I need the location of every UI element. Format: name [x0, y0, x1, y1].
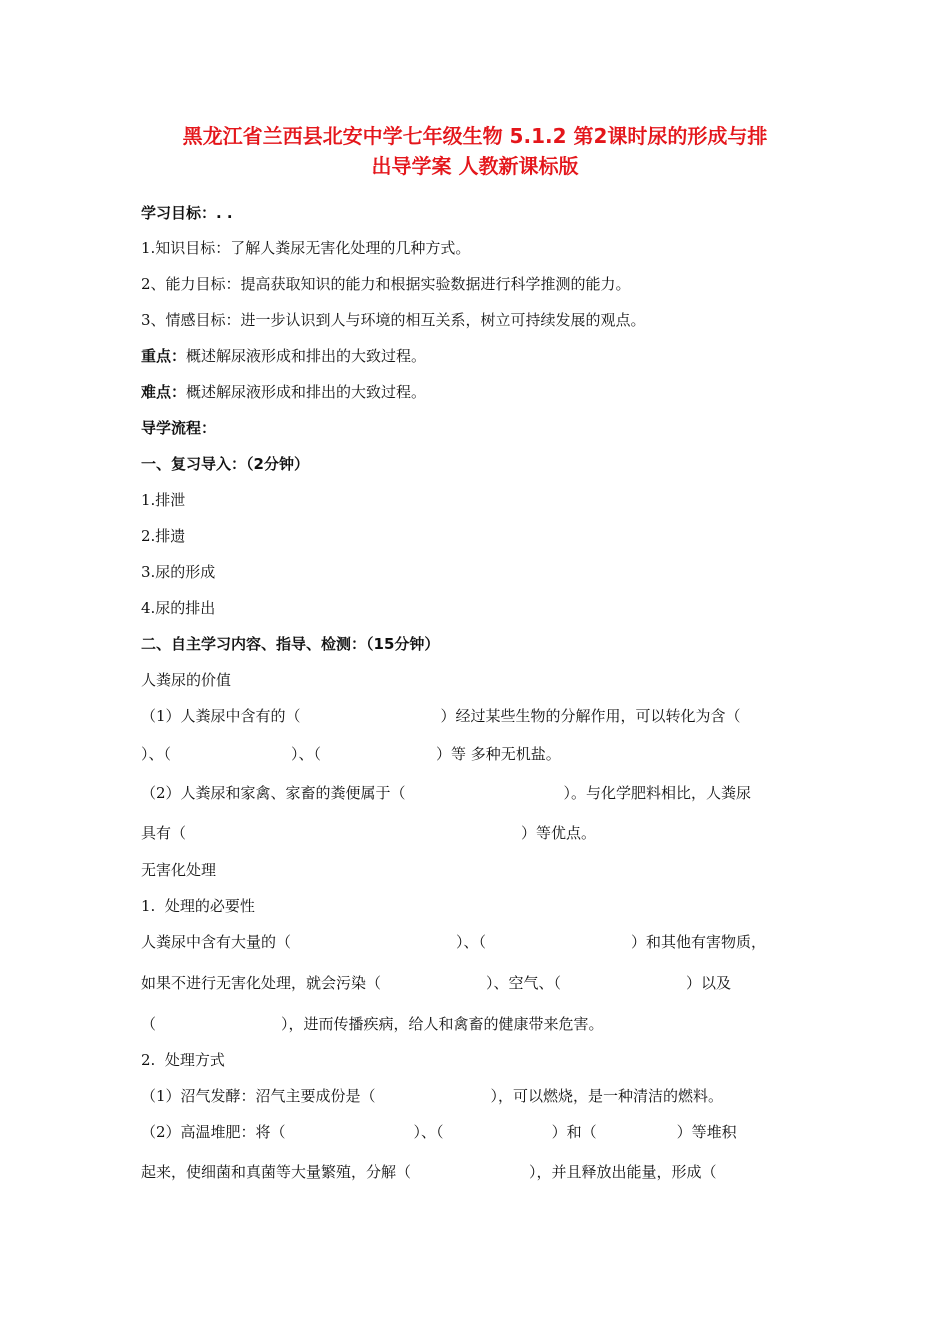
key-point-text: 概述解尿液形成和排出的大致过程。 — [186, 347, 427, 365]
m1-text-a: （1）沼气发酵：沼气主要成份是（ — [141, 1087, 376, 1105]
n-text-a: 人粪尿中含有大量的（ — [141, 933, 292, 951]
question-1-line-1 — [141, 705, 741, 727]
objectives-heading: 学习目标：. . — [141, 204, 233, 222]
n-text-d: 如果不进行无害化处理，就会污染（ — [141, 974, 382, 992]
question-2-line-2 — [141, 822, 596, 844]
q1-text-d: ）、（ — [291, 745, 322, 763]
m2-text-b: ）、（ — [413, 1123, 444, 1141]
key-point-label: 重点： — [141, 347, 187, 365]
q2-text-b: ）。与化学肥料相比，人粪尿 — [563, 784, 752, 802]
method-1 — [141, 1085, 723, 1107]
n-text-f: ）以及 — [686, 974, 732, 992]
method-2-line-2 — [141, 1161, 717, 1183]
n-text-e: ）、空气、（ — [486, 974, 562, 992]
necessity-line-1 — [141, 931, 766, 953]
value-title: 人粪尿的价值 — [141, 671, 232, 689]
q1-text-c: ）、（ — [141, 745, 172, 763]
n-text-g: （ — [141, 1015, 157, 1033]
m2-text-f: ），并且释放出能量，形成（ — [529, 1163, 717, 1181]
m1-text-b: ），可以燃烧，是一种清洁的燃料。 — [490, 1087, 724, 1105]
question-2-line-1 — [141, 782, 751, 804]
q1-text-a: （1）人粪尿中含有的（ — [141, 707, 301, 725]
flow-heading: 导学流程： — [141, 419, 217, 437]
q1-text-e: ）等 多种无机盐。 — [436, 745, 561, 763]
necessity-line-2 — [141, 972, 731, 994]
m2-text-a: （2）高温堆肥：将（ — [141, 1123, 286, 1141]
m2-text-e: 起来，使细菌和真菌等大量繁殖，分解（ — [141, 1163, 412, 1181]
review-item-2: 2.排遗 — [141, 527, 186, 545]
necessity-title: 1. 处理的必要性 — [141, 897, 255, 915]
q2-text-c: 具有（ — [141, 824, 187, 842]
review-heading: 一、复习导入：（2分钟） — [141, 455, 309, 473]
q1-text-b: ）经过某些生物的分解作用，可以转化为含（ — [440, 707, 741, 725]
review-item-1: 1.排泄 — [141, 491, 186, 509]
n-text-b: ）、（ — [456, 933, 487, 951]
q2-text-a: （2）人粪尿和家禽、家畜的粪便属于（ — [141, 784, 406, 802]
m2-text-d: ）等堆积 — [676, 1123, 737, 1141]
key-point — [141, 345, 426, 367]
difficult-point-text: 概述解尿液形成和排出的大致过程。 — [186, 383, 427, 401]
difficult-point-label: 难点： — [141, 383, 187, 401]
method-title: 2. 处理方式 — [141, 1051, 225, 1069]
objective-ability: 2、能力目标：提高获取知识的能力和根据实验数据进行科学推测的能力。 — [141, 275, 631, 293]
m2-text-c: ）和（ — [551, 1123, 597, 1141]
review-item-3: 3.尿的形成 — [141, 563, 216, 581]
n-text-c: ）和其他有害物质， — [631, 933, 767, 951]
method-2-line-1 — [141, 1121, 737, 1143]
question-1-line-2 — [141, 743, 561, 765]
harmless-title: 无害化处理 — [141, 861, 217, 879]
q2-text-d: ）等优点。 — [521, 824, 597, 842]
difficult-point — [141, 381, 426, 403]
objective-emotion: 3、情感目标：进一步认识到人与环境的相互关系，树立可持续发展的观点。 — [141, 311, 646, 329]
document-title-line-2: 出导学案 人教新课标版 — [371, 154, 579, 178]
review-item-4: 4.尿的排出 — [141, 599, 216, 617]
objective-knowledge: 1.知识目标：了解人粪尿无害化处理的几种方式。 — [141, 239, 471, 257]
self-study-heading: 二、自主学习内容、指导、检测：（15分钟） — [141, 635, 440, 653]
document-title-line-1: 黑龙江省兰西县北安中学七年级生物 5.1.2 第2课时尿的形成与排 — [182, 124, 768, 148]
necessity-line-3 — [141, 1013, 604, 1035]
n-text-h: ），进而传播疾病，给人和禽畜的健康带来危害。 — [281, 1015, 604, 1033]
